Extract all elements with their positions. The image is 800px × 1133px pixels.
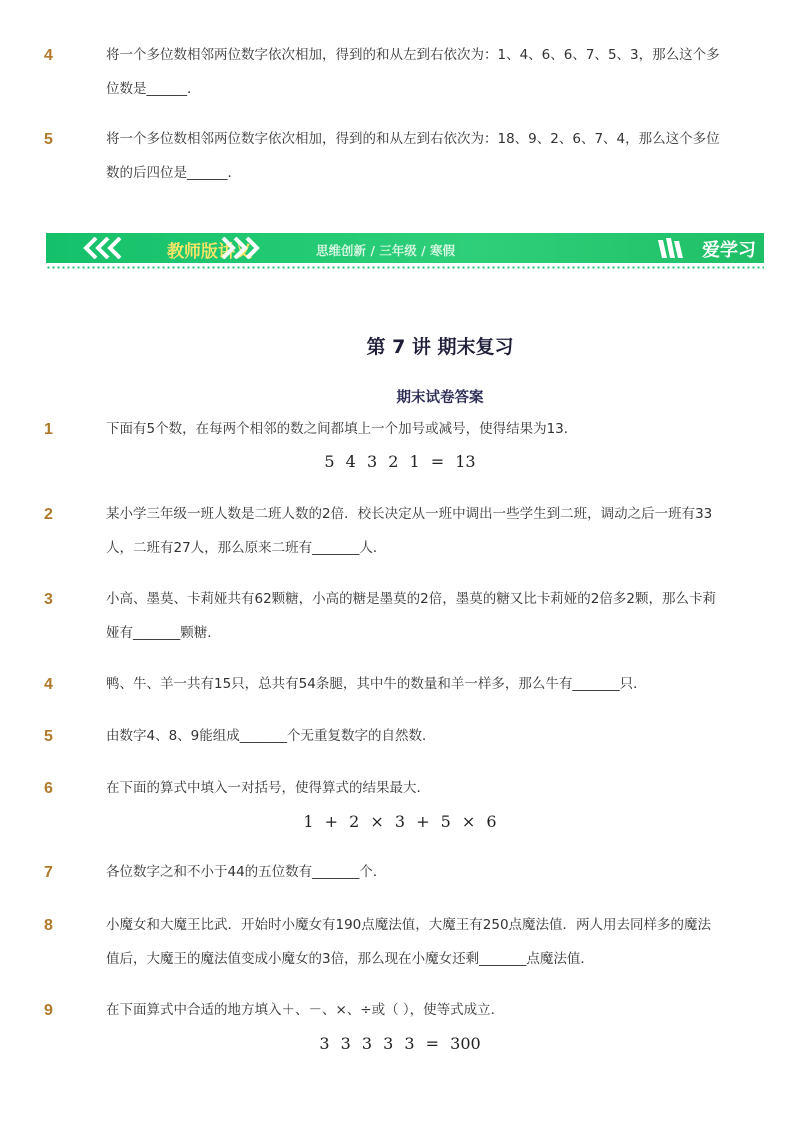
question-text: 某小学三年级一班人数是二班人数的2倍．校长决定从一班中调出一些学生到二班，调动之后一班有33人，二班有27人，那么原来二班有_______人． bbox=[106, 506, 713, 556]
question-text: 将一个多位数相邻两位数字依次相加，得到的和从左到右依次为：18、9、2、6、7、4，那么这个多位数的后四位是______． bbox=[106, 131, 720, 181]
question-number: 1 bbox=[44, 421, 53, 438]
question-number: 4 bbox=[44, 47, 53, 64]
question-text: 下面有5个数，在每两个相邻的数之间都填上一个加号或减号，使得结果为13． bbox=[106, 421, 578, 437]
question-text: 在下面的算式中填入一对括号，使得算式的结果最大． bbox=[106, 780, 430, 796]
question-number: 9 bbox=[44, 1002, 53, 1019]
header-banner bbox=[46, 233, 764, 263]
lecture-title: 第 7 讲 期末复习 bbox=[366, 336, 514, 358]
question-text: 鸭、牛、羊一共有15只，总共有54条腿，其中牛的数量和羊一样多，那么牛有_______只． bbox=[106, 676, 647, 692]
question-number: 2 bbox=[44, 506, 53, 523]
question-number: 5 bbox=[44, 131, 53, 148]
question-text: 由数字4、8、9能组成_______个无重复数字的自然数． bbox=[106, 728, 436, 744]
question-text: 在下面算式中合适的地方填入＋、－、×、÷或（ ），使等式成立． bbox=[106, 1002, 505, 1018]
brand-logo-icon bbox=[658, 238, 684, 260]
banner-divider bbox=[46, 266, 764, 269]
chevron-right-icon bbox=[221, 237, 261, 259]
question-number: 7 bbox=[44, 864, 53, 881]
brand-name: 爱学习 bbox=[702, 240, 756, 261]
banner-subtitle: 思维创新 / 三年级 / 寒假 bbox=[316, 243, 456, 258]
question-number: 6 bbox=[44, 780, 53, 797]
question-number: 5 bbox=[44, 728, 53, 745]
question-number: 3 bbox=[44, 591, 53, 608]
formula: 5 4 3 2 1 = 13 bbox=[324, 452, 476, 471]
question-number: 4 bbox=[44, 676, 53, 693]
formula: 3 3 3 3 3 = 300 bbox=[319, 1034, 481, 1053]
question-text: 各位数字之和不小于44的五位数有_______个． bbox=[106, 864, 387, 880]
question-text: 将一个多位数相邻两位数字依次相加，得到的和从左到右依次为：1、4、6、6、7、5、3，那么这个多位数是______． bbox=[106, 47, 720, 97]
question-number: 8 bbox=[44, 917, 53, 934]
section-title: 期末试卷答案 bbox=[396, 390, 484, 406]
question-text: 小高、墨莫、卡莉娅共有62颗糖，小高的糖是墨莫的2倍，墨莫的糖又比卡莉娅的2倍多2颗，那么卡莉娅有_______颗糖． bbox=[106, 591, 716, 641]
chevron-left-icon bbox=[82, 237, 122, 259]
banner-title: 教师版讲义 bbox=[167, 242, 252, 262]
question-text: 小魔女和大魔王比武．开始时小魔女有190点魔法值，大魔王有250点魔法值．两人用去同样多的魔法值后，大魔王的魔法值变成小魔女的3倍，那么现在小魔女还剩_______点魔法值． bbox=[106, 917, 712, 967]
formula: 1 + 2 × 3 + 5 × 6 bbox=[303, 812, 497, 831]
